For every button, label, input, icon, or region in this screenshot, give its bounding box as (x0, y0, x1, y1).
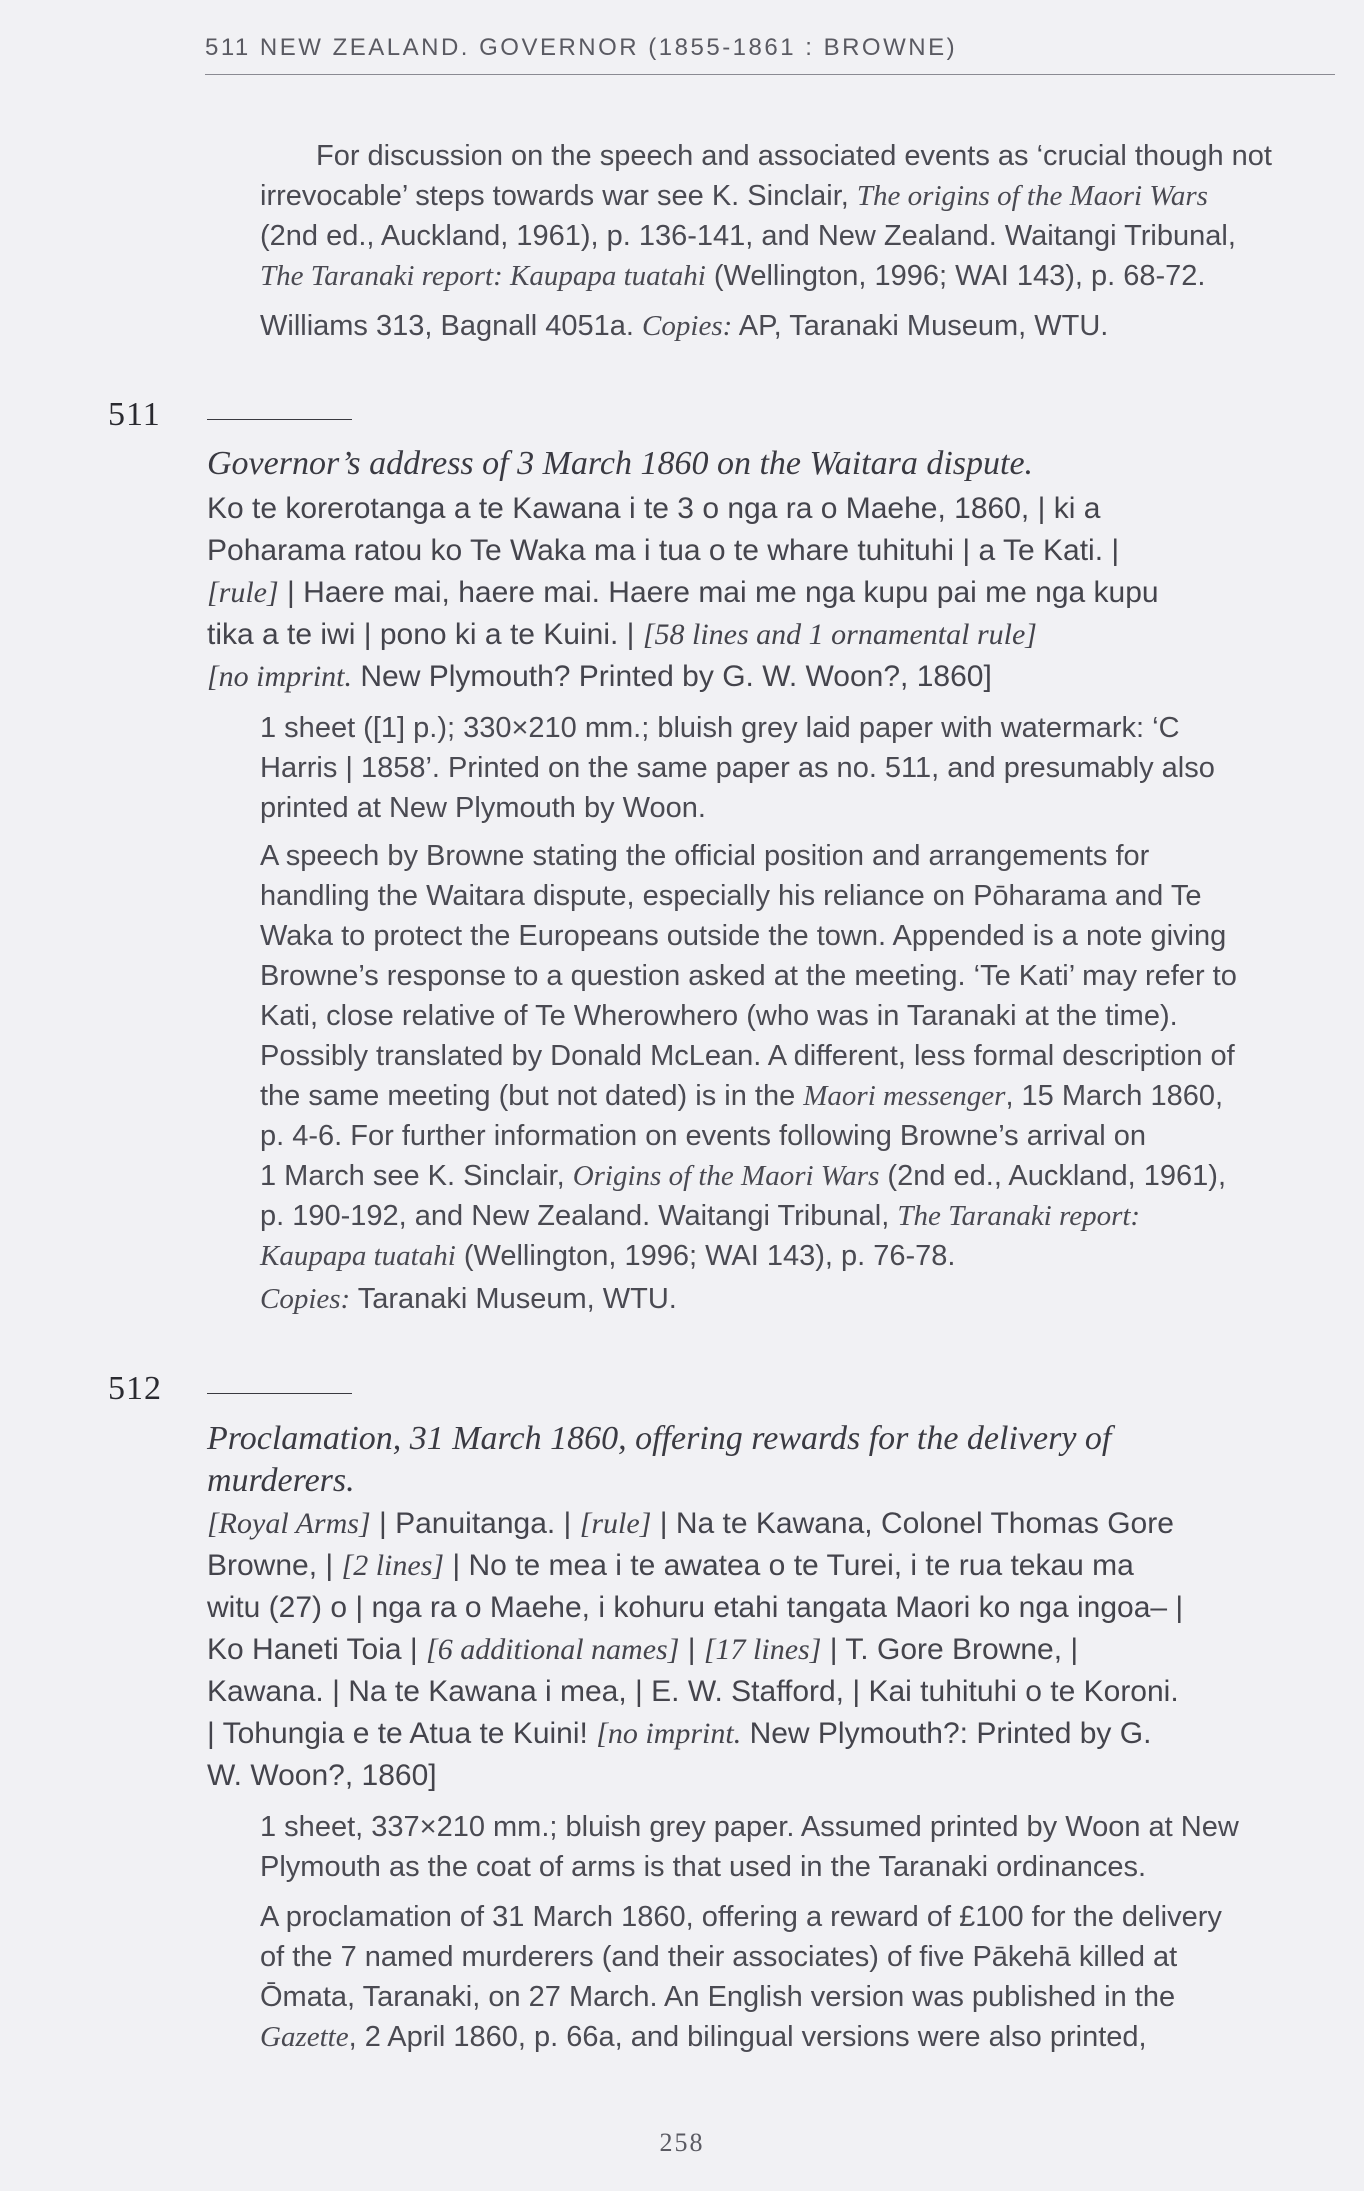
line: the same meeting (but not dated) is in the Maori messenger, 15 March 1860, (260, 1080, 1224, 1112)
line: Ko Haneti Toia | [6 additional names] | [17 lines] | T. Gore Browne, | (207, 1633, 1079, 1666)
line: A speech by Browne stating the official position and arrangements for (260, 840, 1150, 872)
line: [rule] | Haere mai, haere mai. Haere mai me nga kupu pai me nga kupu (207, 576, 1159, 609)
title-transcription (207, 1503, 1335, 1797)
line: Poharama ratou ko Te Waka ma i tua o te whare tuhituhi | a Te Kati. | (207, 534, 1120, 567)
entry-number: 512 (108, 1370, 162, 1407)
line: of the 7 named murderers (and their associates) of five Pākehā killed at (260, 1941, 1178, 1973)
entry-title (207, 1418, 1335, 1502)
continuation-copies (260, 306, 1336, 346)
entry-note (260, 836, 1336, 1276)
line: [Royal Arms] | Panuitanga. | [rule] | Na te Kawana, Colonel Thomas Gore (207, 1507, 1174, 1540)
line: Kaupapa tuatahi (Wellington, 1996; WAI 143), p. 76-78. (260, 1240, 956, 1272)
line: p. 190-192, and New Zealand. Waitangi Tribunal, The Taranaki report: (260, 1200, 1141, 1232)
line: [no imprint. New Plymouth? Printed by G. W. Woon?, 1860] (207, 660, 992, 693)
line: Gazette, 2 April 1860, p. 66a, and bilingual versions were also printed, (260, 2021, 1147, 2053)
line: A proclamation of 31 March 1860, offering a reward of £100 for the delivery (260, 1901, 1222, 1933)
page-number: 258 (659, 2128, 705, 2157)
line: | Tohungia e te Atua te Kuini! [no imprint. New Plymouth?: Printed by G. (207, 1717, 1152, 1750)
line: p. 4-6. For further information on events following Browne’s arrival on (260, 1120, 1147, 1152)
running-header: 511 NEW ZEALAND. GOVERNOR (1855-1861 : BROWNE) (205, 34, 958, 61)
entry-rule (207, 419, 352, 420)
line: Waka to protect the Europeans outside the town. Appended is a note giving (260, 920, 1227, 952)
line: Proclamation, 31 March 1860, offering rewards for the delivery of (207, 1420, 1112, 1457)
line: Possibly translated by Donald McLean. A different, less formal description of (260, 1040, 1235, 1072)
line: murderers. (207, 1462, 355, 1499)
title-transcription (207, 488, 1335, 698)
line: Harris | 1858’. Printed on the same paper as no. 511, and presumably also (260, 752, 1215, 784)
entry-number: 511 (108, 396, 161, 433)
header-rule (205, 74, 1335, 75)
line: W. Woon?, 1860] (207, 1759, 437, 1792)
line: irrevocable’ steps towards war see K. Sinclair, The origins of the Maori Wars (260, 180, 1208, 212)
line: witu (27) o | nga ra o Maehe, i kohuru etahi tangata Maori ko nga ingoa– | (207, 1591, 1184, 1624)
line: printed at New Plymouth by Woon. (260, 792, 706, 824)
line: 1 March see K. Sinclair, Origins of the Maori Wars (2nd ed., Auckland, 1961), (260, 1160, 1227, 1192)
physical-description (260, 708, 1336, 828)
line: Ko te korerotanga a te Kawana i te 3 o nga ra o Maehe, 1860, | ki a (207, 492, 1101, 525)
line: Williams 313, Bagnall 4051a. Copies: AP, Taranaki Museum, WTU. (260, 310, 1109, 342)
line: Kawana. | Na te Kawana i mea, | E. W. Stafford, | Kai tuhituhi o te Koroni. (207, 1675, 1179, 1708)
line: 1 sheet ([1] p.); 330×210 mm.; bluish grey laid paper with watermark: ‘C (260, 712, 1180, 744)
line: Ōmata, Taranaki, on 27 March. An English version was published in the (260, 1981, 1176, 2013)
line: Plymouth as the coat of arms is that used in the Taranaki ordinances. (260, 1851, 1147, 1883)
line: For discussion on the speech and associated events as ‘crucial though not (316, 140, 1272, 172)
line: (2nd ed., Auckland, 1961), p. 136-141, and New Zealand. Waitangi Tribunal, (260, 220, 1236, 252)
line: Browne’s response to a question asked at the meeting. ‘Te Kati’ may refer to (260, 960, 1237, 992)
entry-title: Governor’s address of 3 March 1860 on the Waitara dispute. (207, 445, 1034, 482)
copies (260, 1279, 1336, 1319)
line: handling the Waitara dispute, especially his reliance on Pōharama and Te (260, 880, 1202, 912)
continuation-note (260, 136, 1336, 296)
entry-rule (207, 1393, 352, 1394)
physical-description (260, 1807, 1336, 1887)
line: 1 sheet, 337×210 mm.; bluish grey paper. Assumed printed by Woon at New (260, 1811, 1239, 1843)
line: Kati, close relative of Te Wherowhero (who was in Taranaki at the time). (260, 1000, 1178, 1032)
line: Copies: Taranaki Museum, WTU. (260, 1283, 677, 1315)
line: tika a te iwi | pono ki a te Kuini. | [58 lines and 1 ornamental rule] (207, 618, 1037, 651)
line: The Taranaki report: Kaupapa tuatahi (Wellington, 1996; WAI 143), p. 68-72. (260, 260, 1206, 292)
line: Browne, | [2 lines] | No te mea i te awatea o te Turei, i te rua tekau ma (207, 1549, 1134, 1582)
entry-note (260, 1897, 1336, 2057)
